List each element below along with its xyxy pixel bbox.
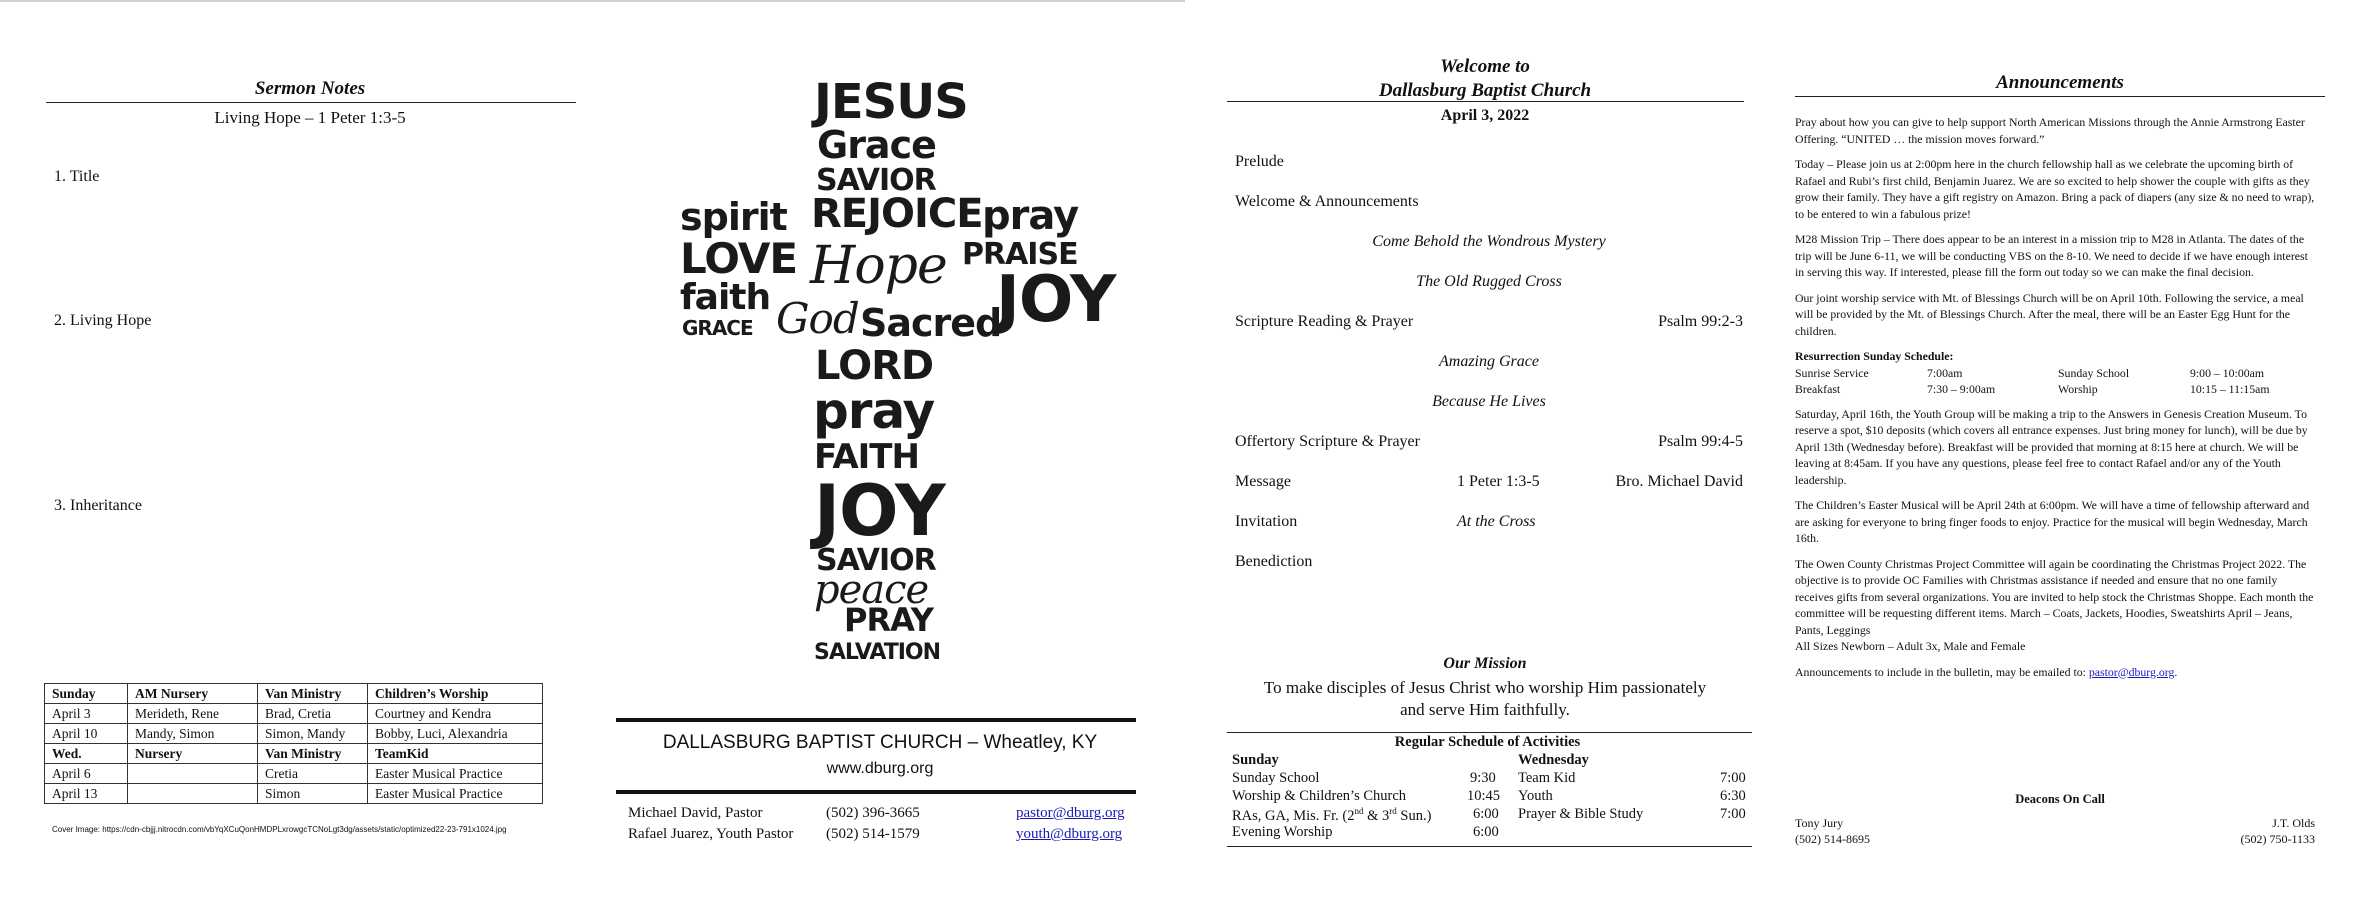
cross-word: Grace [817, 123, 936, 167]
item-label: Scripture Reading & Prayer [1235, 313, 1414, 330]
sermon-subtitle: Living Hope – 1 Peter 1:3-5 [214, 108, 406, 127]
deacon-phone: (502) 750-1133 [2240, 832, 2315, 846]
announcement: Saturday, April 16th, the Youth Group will be making a trip to the Answers in Genesis Creation Museum. To reserve a spot, $10 deposits (which covers all entrance expenses. Just bring money for lunch), will be due by April 13th (Wednesday before). Breakfast will be provided that morning at 8:15 here at church. We will be leaving at 8:45am. If you have any questions, please feel free to contact Rafael and/or any of the Youth leadership. [1795, 406, 2308, 487]
schedule-time: 6:00 [1473, 806, 1499, 822]
table-header: Nursery [128, 744, 258, 764]
table-header: Wed. [45, 744, 128, 764]
table-row [45, 764, 543, 784]
service-item [1235, 553, 1743, 575]
hymn-title: Come Behold the Wondrous Mystery [1372, 233, 1606, 250]
table-header-row [45, 744, 543, 764]
staff-email-link[interactable]: pastor@dburg.org [1016, 805, 1125, 821]
cross-word: JESUS [814, 74, 968, 130]
hymn [1235, 353, 1743, 375]
service-item [1235, 313, 1743, 335]
announcement: The Owen County Christmas Project Committee will again be coordinating the Christmas Project 2022. The objective is to provide OC Families with Christmas assistance if needed and ensure that no one family receives gifts from several organizations. You are invited to help stock the Christmas Shoppe. Each month the committee will be requesting different items. March – Coats, Jackets, Hoodies, Sweatshirts April – Jeans, Pants, Leggings [1795, 556, 2314, 637]
cross-word: Sacred [860, 301, 1002, 345]
cross-word: PRAISE [962, 237, 1078, 272]
cross-word: PRAY [844, 601, 933, 639]
cross-word: LOVE [680, 234, 798, 283]
schedule-time: 7:30 – 9:00am [1927, 381, 1996, 396]
sermon-point: 2. Living Hope [54, 312, 152, 329]
table-cell: Mandy, Simon [128, 724, 258, 744]
service-item [1235, 153, 1743, 175]
mission-line: and serve Him faithfully. [1400, 700, 1570, 719]
cross-word: FAITH [814, 437, 919, 477]
resurrection-schedule [1795, 365, 2315, 398]
schedule-time: 9:30 [1470, 770, 1496, 786]
deacon-phone: (502) 514-8695 [1795, 832, 1870, 846]
welcome-title [1225, 55, 1745, 103]
service-date: April 3, 2022 [1440, 107, 1530, 124]
cross-word: God [776, 294, 859, 343]
schedule-item: Worship [2058, 381, 2098, 396]
cross-word: spirit [680, 195, 787, 239]
item-label: Benediction [1235, 553, 1313, 570]
service-item [1235, 473, 1743, 495]
cross-word: REJOICE [811, 191, 983, 237]
cross-word: peace [814, 567, 929, 613]
scripture-ref: Psalm 99:4-5 [1658, 433, 1743, 450]
table-cell: Courtney and Kendra [368, 704, 543, 724]
mission-line: To make disciples of Jesus Christ who worship Him passionately [1263, 678, 1707, 697]
table-cell: April 6 [45, 764, 128, 784]
staff-phone: (502) 514-1579 [826, 826, 920, 842]
schedule-item: Sunday School [1232, 770, 1320, 786]
table-header: Sunday [45, 684, 128, 704]
announcement: Announcements to include in the bulletin, may be emailed to: pastor@dburg.org. [1795, 664, 2178, 679]
table-header: Van Ministry [258, 684, 368, 704]
church-title: Dallasburg Baptist Church [1378, 80, 1592, 101]
table-cell: April 13 [45, 784, 128, 804]
item-label: Welcome & Announcements [1235, 193, 1419, 210]
hymn [1235, 233, 1743, 255]
table-cell: April 3 [45, 704, 128, 724]
announcement: Today – Please join us at 2:00pm here in the church fellowship hall as we celebrate the upcoming birth of Rafael and Rubi’s first child, Benjamin Juarez. We are so excited to help shower the couple with gifts as they grow their family. They have a gift registry on Amazon. Bring a pack of diapers (any size & no need to wrap), to be entered to win a fabulous prize! [1795, 157, 2315, 221]
schedule-title: Regular Schedule of Activities [1394, 734, 1581, 750]
service-item [1235, 193, 1743, 215]
church-name: DALLASBURG BAPTIST CHURCH – Wheatley, KY [662, 732, 1098, 753]
cross-word: SAVIOR [816, 543, 936, 578]
table-header: Van Ministry [258, 744, 368, 764]
table-cell: Simon, Mandy [258, 724, 368, 744]
staff-phone: (502) 396-3665 [826, 805, 920, 821]
divider [46, 102, 576, 103]
hymn [1235, 273, 1743, 295]
cross-word: pray [982, 193, 1079, 239]
schedule-item: Evening Worship [1232, 824, 1333, 840]
schedule-time: 9:00 – 10:00am [2190, 365, 2265, 380]
announcement: The Children’s Easter Musical will be April 24th at 6:00pm. We will have a time of fellowship afterward and are asking for everyone to bring finger foods to enjoy. Practice for the musical will begin Wednesday, March 16th. [1795, 498, 2310, 545]
announcements-title: Announcements [1996, 72, 2124, 93]
schedule-item: RAs, GA, Mis. Fr. (2nd & 3rd Sun.) [1232, 806, 1432, 824]
volunteer-schedule-table [44, 683, 543, 804]
table-cell [128, 764, 258, 784]
item-label: Offertory Scripture & Prayer [1235, 433, 1420, 450]
schedule-item: Breakfast [1795, 381, 1841, 396]
table-row [45, 704, 543, 724]
speaker: Bro. Michael David [1615, 473, 1743, 490]
staff-name: Michael David, Pastor [628, 805, 763, 821]
table-cell: Brad, Cretia [258, 704, 368, 724]
cover-panel [620, 0, 1150, 911]
deacon-name: Tony Jury [1795, 816, 1844, 830]
divider [616, 790, 1136, 794]
schedule-item: Youth [1518, 788, 1553, 804]
schedule-time: 7:00am [1927, 365, 1963, 380]
schedule-time: 6:00 [1473, 824, 1499, 840]
deacon-name: J.T. Olds [2272, 816, 2315, 830]
table-header: TeamKid [368, 744, 543, 764]
table-cell: Simon [258, 784, 368, 804]
cross-word: JOY [996, 263, 1116, 337]
hymn [1235, 393, 1743, 415]
announcement: M28 Mission Trip – There does appear to be an interest in a mission trip to M28 in Atlanta. The dates of the trip will be June 6-11, we will be conducting VBS on the 8-10. We need to decide if we have enough interest in serving this way. If interested, please fill the form out today so we can make the final decision. [1795, 232, 2308, 279]
item-label: Invitation [1235, 513, 1298, 530]
table-header: AM Nursery [128, 684, 258, 704]
announcement-email-link[interactable]: pastor@dburg.org [2088, 664, 2175, 679]
service-item [1235, 433, 1743, 455]
mission-statement [1225, 677, 1745, 721]
deacon-contact [2240, 815, 2315, 847]
table-header: Children’s Worship [368, 684, 543, 704]
staff-email-link[interactable]: youth@dburg.org [1016, 826, 1123, 842]
service-item [1235, 513, 1743, 535]
order-of-service-panel [1225, 0, 1770, 911]
divider [1227, 846, 1752, 847]
sermon-point: 3. Inheritance [54, 497, 142, 514]
church-website: www.dburg.org [826, 760, 934, 777]
schedule-day: Sunday [1232, 752, 1279, 768]
schedule-time: 7:00 [1720, 770, 1746, 786]
announcements-body [1795, 114, 2315, 689]
hymn-title: The Old Rugged Cross [1416, 273, 1562, 290]
announcement: All Sizes Newborn – Adult 3x, Male and Female [1795, 639, 2026, 653]
schedule-time: 10:45 [1467, 788, 1501, 804]
cross-word: SALVATION [814, 640, 941, 665]
word-cross-artwork [620, 0, 1150, 680]
schedule-item: Prayer & Bible Study [1518, 806, 1644, 822]
table-row [45, 784, 543, 804]
table-header-row [45, 684, 543, 704]
cross-word: GRACE [682, 316, 753, 340]
deacons-title: Deacons On Call [2015, 792, 2105, 806]
announcement: Pray about how you can give to help support North American Missions through the Annie Armstrong Easter Offering. “UNITED … the mission moves forward.” [1795, 115, 2305, 146]
schedule-item: Sunrise Service [1795, 365, 1869, 380]
table-cell: April 10 [45, 724, 128, 744]
schedule-item: Team Kid [1518, 770, 1576, 786]
scripture-ref: 1 Peter 1:3-5 [1457, 473, 1540, 490]
hymn-title: At the Cross [1457, 513, 1536, 530]
announcement: Our joint worship service with Mt. of Blessings Church will be on April 10th. Following the service, a meal will be provided by the Mt. of Blessings Church. After the meal, there will be an Easter Egg Hunt for the children. [1795, 290, 2304, 338]
schedule-time: 7:00 [1720, 806, 1746, 822]
schedule-time: 6:30 [1720, 788, 1746, 804]
table-cell: Bobby, Luci, Alexandria [368, 724, 543, 744]
announcement-text: Announcements to include in the bulletin, may be emailed to: [1795, 664, 2086, 679]
table-cell: Easter Musical Practice [368, 764, 543, 784]
schedule-item: Worship & Children’s Church [1232, 788, 1407, 804]
cross-word: LORD [815, 343, 934, 389]
cross-word: Hope [810, 236, 947, 296]
announcements-panel [1795, 0, 2325, 911]
welcome-line: Welcome to [1440, 56, 1530, 77]
item-label: Prelude [1235, 153, 1284, 170]
scripture-ref: Psalm 99:2-3 [1658, 313, 1743, 330]
divider [1227, 101, 1744, 102]
table-cell: Cretia [258, 764, 368, 784]
table-cell: Easter Musical Practice [368, 784, 543, 804]
table-cell: Merideth, Rene [128, 704, 258, 724]
cross-word: faith [680, 277, 771, 318]
hymn-title: Amazing Grace [1439, 353, 1539, 370]
cross-word: pray [813, 382, 935, 440]
cross-word: SAVIOR [816, 163, 936, 198]
table-cell [128, 784, 258, 804]
mission-title: Our Mission [1443, 655, 1527, 672]
deacon-contact [1795, 815, 1870, 847]
schedule-item: Sunday School [2058, 365, 2130, 380]
divider [1227, 732, 1752, 733]
item-label: Message [1235, 473, 1291, 490]
divider [1795, 96, 2325, 97]
sermon-notes-title: Sermon Notes [254, 78, 366, 99]
sermon-point: 1. Title [54, 168, 100, 185]
hymn-title: Because He Lives [1432, 393, 1546, 410]
table-row [45, 724, 543, 744]
cross-word: JOY [814, 470, 945, 552]
schedule-time: 10:15 – 11:15am [2190, 381, 2270, 396]
sermon-notes-panel [40, 0, 580, 911]
staff-name: Rafael Juarez, Youth Pastor [628, 826, 794, 842]
cover-image-credit: Cover Image: https://cdn-cbjjj.nitrocdn.com/vbYqXCuQonHMDPLxrowgcTCNoLgt3dg/assets/static/optimized22-23-791x1024.jpg [52, 825, 507, 834]
schedule-day: Wednesday [1518, 752, 1589, 768]
divider [616, 718, 1136, 722]
resurrection-schedule-title: Resurrection Sunday Schedule: [1795, 349, 1954, 363]
